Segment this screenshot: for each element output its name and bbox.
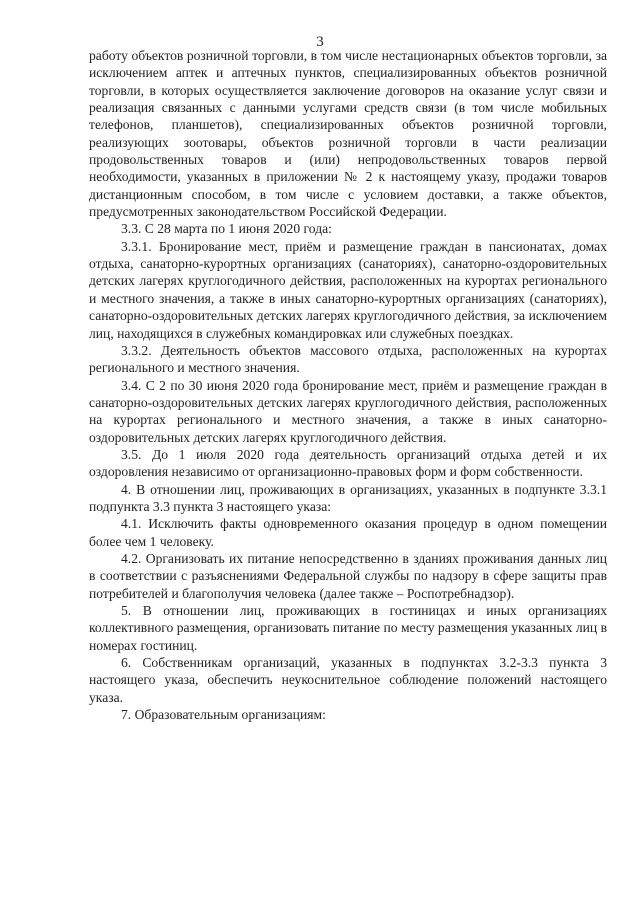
paragraph-5: 5. В отношении лиц, проживающих в гостиницах и иных организациях коллективного размещения, организовать питание по месту размещения указанных лиц в номерах гостиниц. <box>89 603 607 653</box>
paragraph-4-1: 4.1. Исключить факты одновременного оказания процедур в одном помещении более чем 1 человеку. <box>89 516 607 549</box>
paragraph-4-2: 4.2. Организовать их питание непосредственно в зданиях проживания данных лиц в соответствии с разъяснениями Федеральной службы по надзору в сфере защиты прав потребителей и благополучия человека (далее также – Роспотребнадзор). <box>89 550 607 601</box>
paragraph-retail-continuation: работу объектов розничной торговли, в том числе нестационарных объектов торговли, за исключением аптек и аптечных пунктов, специализированных объектов розничной торговли, в которых осуществляется заключение договоров на оказание услуг связи и реализация связанных с данными услугами средств связи (в том числе мобильных телефонов, планшетов), специализированных объектов розничной торговли, реализующих зоотовары, объектов розничной торговли в части реализации продовольственных товаров и (или) непродовольственных товаров первой необходимости, указанных в приложении № 2 к настоящему указу, продажи товаров дистанционным способом, в том числе с условием доставки, а также объектов, предусмотренных законодательством Российской Федерации. <box>89 48 607 220</box>
paragraph-3-3-1: 3.3.1. Бронирование мест, приём и размещение граждан в пансионатах, домах отдыха, санаторно-курортных организациях (санаториях), санаторно-оздоровительных детских лагерях круглогодичного действия, расположенных на курортах регионального и местного значения, а также в иных санаторно-курортных организациях (санаториях), санаторно-оздоровительных детских лагерях круглогодичного действия, за исключением лиц, находящихся в служебных командировках или служебных поездках. <box>89 238 607 341</box>
paragraph-3-4: 3.4. С 2 по 30 июня 2020 года бронирование мест, приём и размещение граждан в санаторно-оздоровительных детских лагерях круглогодичного действия, расположенных на курортах регионального и местного значения, а также в иных санаторно-оздоровительных детских лагерях круглогодичного действия. <box>89 377 607 445</box>
document-body <box>89 47 607 723</box>
paragraph-6: 6. Собственникам организаций, указанных в подпунктах 3.2-3.3 пункта 3 настоящего указа, обеспечить неукоснительное соблюдение положений настоящего указа. <box>89 655 607 705</box>
paragraph-4: 4. В отношении лиц, проживающих в организациях, указанных в подпункте 3.3.1 подпункта 3.3 пункта 3 настоящего указа: <box>89 481 607 514</box>
paragraph-7: 7. Образовательным организациям: <box>121 707 326 723</box>
paragraph-3-5: 3.5. До 1 июля 2020 года деятельность организаций отдыха детей и их оздоровления независимо от организационно-правовых форм и форм собственности. <box>89 446 607 480</box>
paragraph-3-3: 3.3. С 28 марта по 1 июня 2020 года: <box>121 221 332 237</box>
paragraph-3-3-2: 3.3.2. Деятельность объектов массового отдыха, расположенных на курортах регионального и местного значения. <box>89 342 607 376</box>
page-number: 3 <box>316 34 324 50</box>
